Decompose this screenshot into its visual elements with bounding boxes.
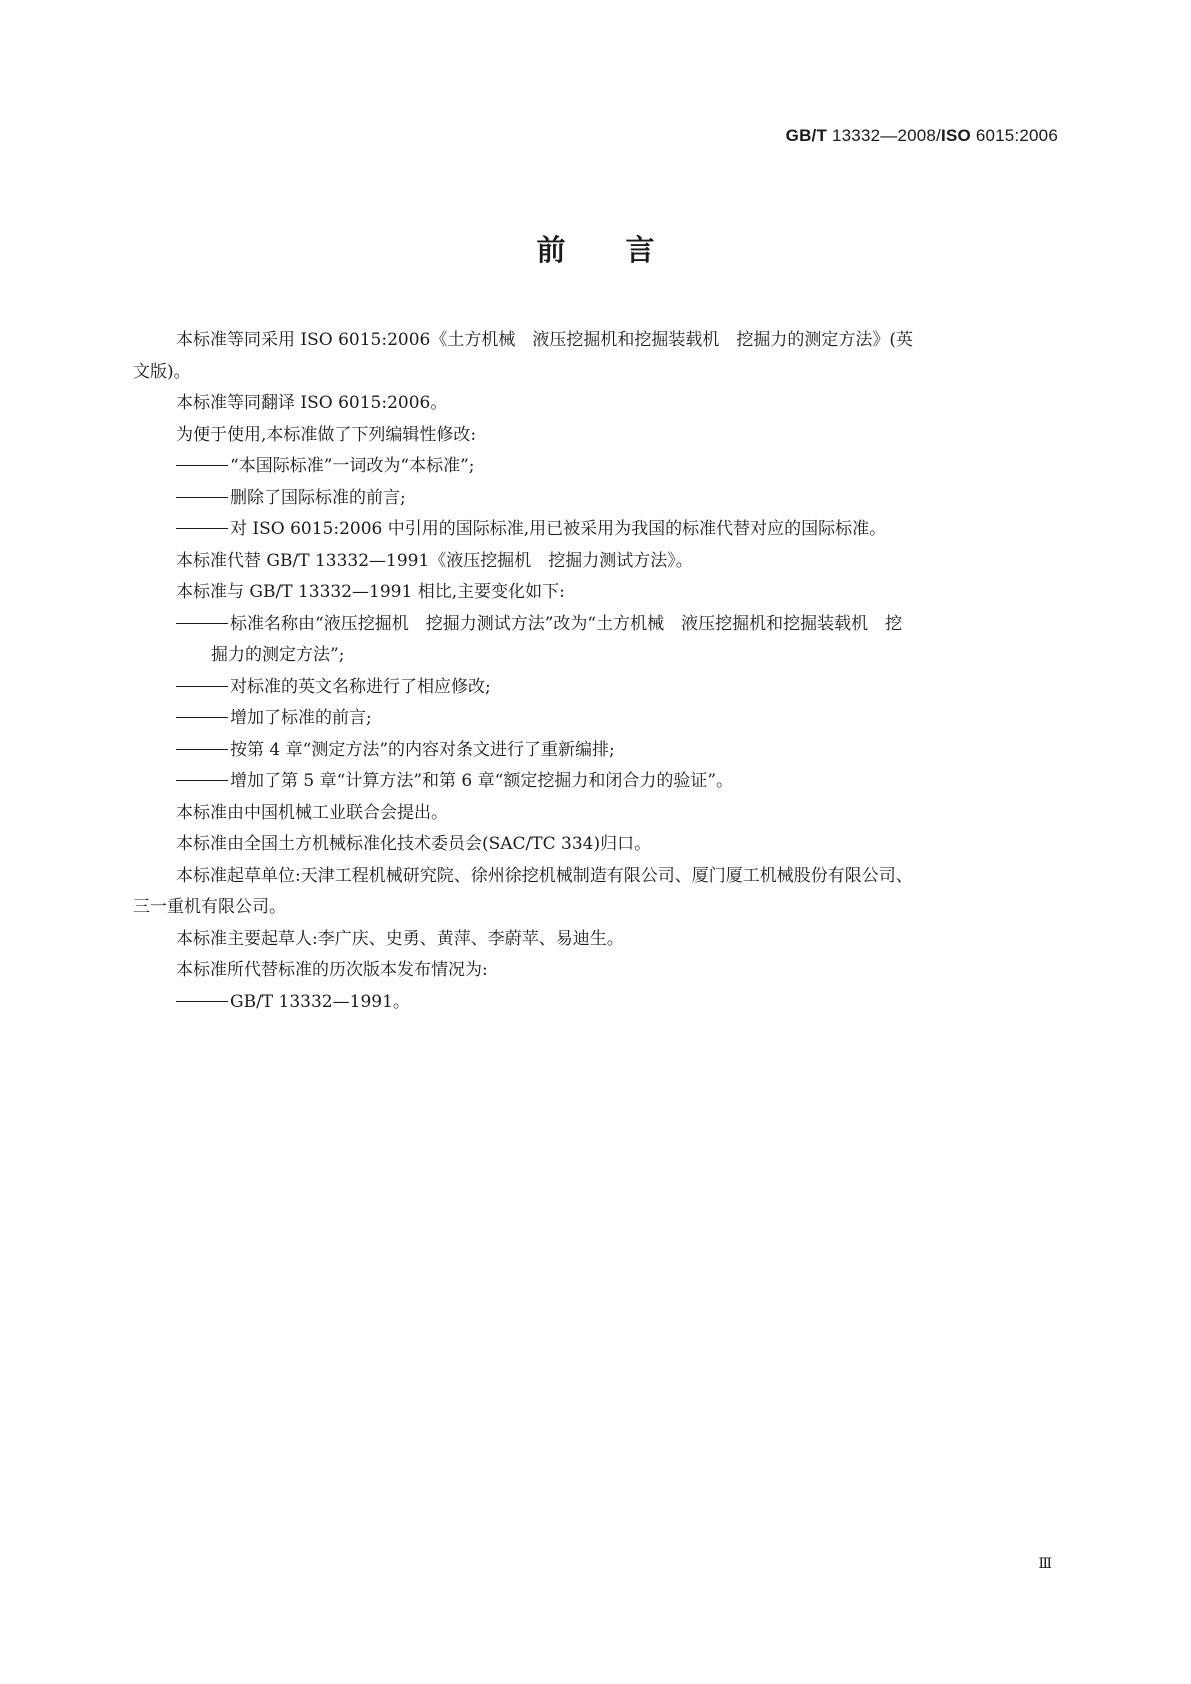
line-text: “本国际标准”一词改为“本标准”; [230,456,475,476]
line-text: 标准名称由“液压挖掘机 挖掘力测试方法”改为“土方机械 液压挖掘机和挖掘装载机 挖 [230,613,903,634]
line-text: 本标准等同采用 ISO 6015:2006《土方机械 液压挖掘机和挖掘装载机 挖掘力的测定方法》(英 [176,330,913,350]
standard-code-iso-number: 6015:2006 [970,126,1058,145]
paragraph-line [133,388,1059,420]
line-text: 本标准由全国土方机械标准化技术委员会(SAC/TC 334)归口。 [176,834,652,854]
line-text: 增加了标准的前言; [230,708,372,728]
paragraph-line [133,798,1059,830]
line-text: GB/T 13332—1991。 [230,991,410,1012]
page-number: Ⅲ [1038,1556,1051,1572]
list-item [133,987,1059,1019]
line-text: 为便于使用,本标准做了下列编辑性修改: [176,424,477,445]
line-text: 本标准代替 GB/T 13332—1991《液压挖掘机 挖掘力测试方法》。 [176,550,693,571]
line-text: 掘力的测定方法”; [211,645,345,665]
paragraph-line [133,546,1059,578]
line-text: 本标准与 GB/T 13332—1991 相比,主要变化如下: [176,582,565,602]
list-dash-mark [176,717,228,718]
paragraph-line [133,420,1059,452]
list-item [133,766,1059,798]
list-dash-mark [176,528,228,529]
paragraph-line [133,861,1059,893]
line-text: 本标准由中国机械工业联合会提出。 [176,802,448,823]
standard-code [786,126,1058,146]
list-item [133,703,1059,735]
list-item [133,451,1059,483]
line-text: 本标准等同翻译 ISO 6015:2006。 [176,393,448,413]
list-item [133,609,1059,641]
paragraph-line [133,325,1059,357]
list-item [133,514,1059,546]
line-text: 增加了第 5 章“计算方法”和第 6 章“额定挖掘力和闭合力的验证”。 [230,771,734,791]
list-dash-mark [176,1001,228,1002]
list-dash-mark [176,497,228,498]
line-text: 对 ISO 6015:2006 中引用的国际标准,用已被采用为我国的标准代替对应的国际标准。 [230,519,887,539]
standard-code-iso: ISO [941,126,971,145]
paragraph-line [133,640,1059,672]
line-text: 文版)。 [133,361,191,382]
page-title: 前言 [536,233,715,267]
paragraph-line [133,892,1059,924]
foreword-body [133,325,1059,1018]
line-text: 本标准所代替标准的历次版本发布情况为: [176,960,488,980]
line-text: 三一重机有限公司。 [133,897,286,917]
list-item [133,483,1059,515]
paragraph-line [133,577,1059,609]
line-text: 按第 4 章“测定方法”的内容对条文进行了重新编排; [230,739,615,760]
standard-code-gb: GB/T [785,126,828,145]
list-item [133,672,1059,704]
line-text: 删除了国际标准的前言; [230,487,406,508]
paragraph-line [133,924,1059,956]
paragraph-line [133,955,1059,987]
line-text: 对标准的英文名称进行了相应修改; [230,676,491,697]
line-text: 本标准主要起草人:李广庆、史勇、黄萍、李蔚苹、易迪生。 [176,928,624,949]
list-item [133,735,1059,767]
paragraph-line [133,357,1059,389]
list-dash-mark [176,686,228,687]
list-dash-mark [176,465,228,466]
list-dash-mark [176,780,228,781]
standard-code-gb-number: 13332—2008/ [827,126,942,145]
paragraph-line [133,829,1059,861]
list-dash-mark [176,623,228,624]
line-text: 本标准起草单位:天津工程机械研究院、徐州徐挖机械制造有限公司、厦门厦工机械股份有限公司、 [176,865,913,886]
list-dash-mark [176,749,228,750]
